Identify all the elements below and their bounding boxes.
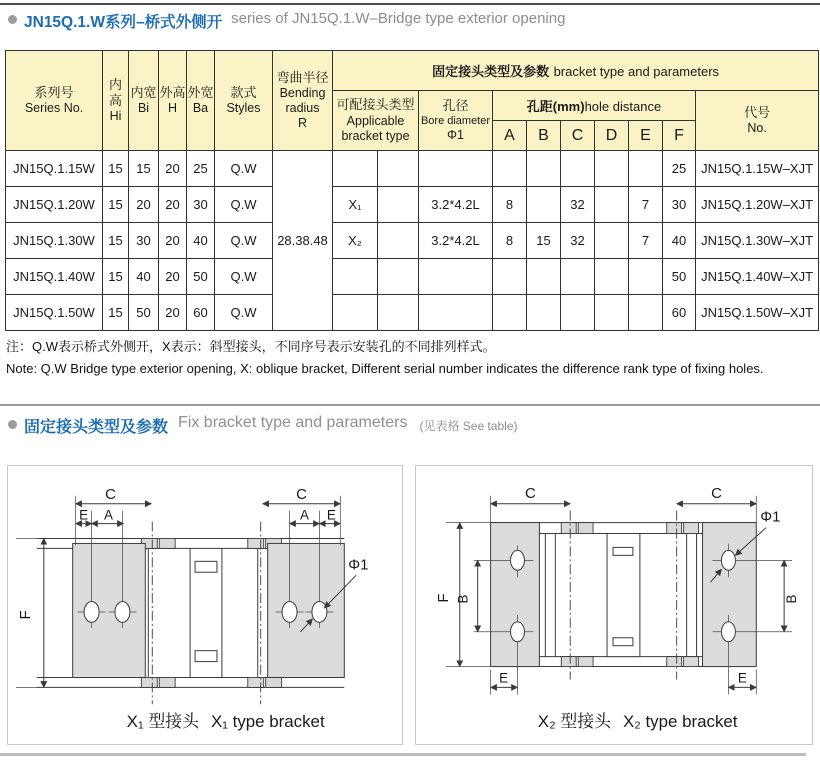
bottom-rule [0,753,806,756]
cell-bi: 15 [129,151,159,187]
cell-f: 25 [663,151,696,187]
dim-label-c: C [296,486,307,503]
cell-hi: 15 [103,259,129,295]
cell-e: 7 [629,223,663,259]
x1-bracket-diagram [8,466,402,744]
dim-label-c: C [525,485,536,502]
cell-a [493,151,527,187]
x2-caption-en: X₂ type bracket [622,712,738,732]
header-bi: 内宽 Bi [129,51,159,151]
dim-label-e: E [79,507,89,523]
cell-e: 7 [629,187,663,223]
cell-hi: 15 [103,187,129,223]
header-hole-distance: 孔距(mm)hole distance [493,91,696,121]
cell-e [629,151,663,187]
cell-b: 15 [527,223,561,259]
bullet-icon [8,420,17,429]
cell-hi: 15 [103,223,129,259]
dim-label-phi: Φ1 [760,509,781,526]
header-hole-c: C [561,121,595,151]
table-row [6,223,819,259]
x2-bracket-diagram-box [415,465,813,745]
cell-bracket: X₁ [333,187,378,223]
cell-ba: 25 [187,151,215,187]
cell-c: 32 [561,187,595,223]
cell-f: 30 [663,187,696,223]
section-hint: (见表格 See table) [419,419,518,433]
bullet-icon [8,15,17,24]
x1-bracket-diagram-box [7,465,403,745]
header-hole-a: A [493,121,527,151]
x1-caption-zh: X₁ 型接头 [126,712,200,732]
cell-series: JN15Q.1.40W [6,259,103,295]
cell-e [629,295,663,331]
dim-label-f: F [435,593,452,603]
cell-bore [419,151,493,187]
cell-a [493,295,527,331]
header-applicable: 可配接头类型 Applicable bracket type [333,91,419,151]
cell-style: Q.W [215,151,273,187]
cell-a: 8 [493,187,527,223]
cell-bracket [333,151,378,187]
cell-series: JN15Q.1.30W [6,223,103,259]
cell-b [527,151,561,187]
cell-e [629,259,663,295]
cell-bore [419,295,493,331]
dim-label-c: C [711,485,722,502]
header-series: 系列号 Series No. [6,51,103,151]
cell-bi: 50 [129,295,159,331]
header-hole-d: D [595,121,629,151]
cell-h: 20 [159,151,187,187]
cell-ba: 50 [187,259,215,295]
cell-code: JN15Q.1.15W–XJT [696,151,819,187]
dim-label-e: E [499,670,509,686]
cell-code: JN15Q.1.50W–XJT [696,295,819,331]
header-styles: 款式 Styles [215,51,273,151]
cell-bore [419,259,493,295]
cell-bracket2 [378,151,419,187]
header-hole-b: B [527,121,561,151]
cell-d [595,259,629,295]
table-row [6,259,819,295]
x1-caption-en: X₁ type bracket [210,712,325,732]
x2-caption-zh: X₂ 型接头 [537,712,612,732]
cell-f: 50 [663,259,696,295]
cell-d [595,223,629,259]
cell-bracket [333,259,378,295]
cell-c [561,259,595,295]
cell-bracket: X₂ [333,223,378,259]
header-ba: 外宽 Ba [187,51,215,151]
dim-label-c: C [105,486,116,503]
cell-c [561,295,595,331]
cell-style: Q.W [215,187,273,223]
cell-a: 8 [493,223,527,259]
top-rule [0,3,820,5]
section-title-en: Fix bracket type and parameters [178,414,408,431]
dim-label-b: B [784,594,800,604]
cell-f: 60 [663,295,696,331]
dim-label-e: E [326,507,336,523]
section-title-zh: 固定接头类型及参数 [24,419,169,436]
cell-code: JN15Q.1.30W–XJT [696,223,819,259]
dim-label-f: F [17,610,34,620]
cell-a [493,259,527,295]
cell-style: Q.W [215,295,273,331]
cell-c: 32 [561,223,595,259]
cell-b [527,187,561,223]
cell-style: Q.W [215,259,273,295]
cell-h: 20 [159,187,187,223]
dim-label-a: A [104,507,113,523]
dim-label-e: E [737,670,747,686]
mid-rule [0,404,820,406]
cell-f: 40 [663,223,696,259]
header-radius: 弯曲半径 Bending radius R [273,51,333,151]
cell-code: JN15Q.1.40W–XJT [696,259,819,295]
page-title [8,10,565,32]
header-h: 外高 H [159,51,187,151]
header-bore: 孔径 Bore diameter Φ1 [419,91,493,151]
cell-series: JN15Q.1.20W [6,187,103,223]
page-title-en: series of JN15Q.1.W–Bridge type exterior opening [231,10,566,27]
table-row [6,151,819,187]
cell-h: 20 [159,223,187,259]
x2-bracket-diagram [416,466,812,744]
header-bracket-group: 固定接头类型及参数 bracket type and parameters [333,51,819,91]
dim-label-phi: Φ1 [348,557,369,574]
cell-bracket2 [378,187,419,223]
cell-code: JN15Q.1.20W–XJT [696,187,819,223]
cell-bracket2 [378,295,419,331]
cell-bore: 3.2*4.2L [419,223,493,259]
cell-ba: 30 [187,187,215,223]
table-row [6,295,819,331]
dim-label-a: A [300,507,309,523]
cell-series: JN15Q.1.15W [6,151,103,187]
cell-h: 20 [159,295,187,331]
cell-ba: 60 [187,295,215,331]
cell-hi: 15 [103,295,129,331]
cell-d [595,151,629,187]
cell-bi: 20 [129,187,159,223]
cell-bracket2 [378,259,419,295]
spec-table [5,50,819,331]
header-hole-e: E [629,121,663,151]
cell-bi: 40 [129,259,159,295]
page-title-zh: JN15Q.1.W系列–桥式外侧开 [24,14,223,31]
table-row [6,187,819,223]
cell-ba: 40 [187,223,215,259]
cell-bracket2 [378,223,419,259]
cell-c [561,151,595,187]
cell-d [595,187,629,223]
cell-radius-merged: 28.38.48 [273,151,333,331]
cell-bracket [333,295,378,331]
cell-h: 20 [159,259,187,295]
header-code: 代号 No. [696,91,819,151]
cell-b [527,295,561,331]
note-en: Note: Q.W Bridge type exterior opening, X: oblique bracket, Different serial number indicates the difference rank type of fixing holes. [6,361,764,376]
cell-series: JN15Q.1.50W [6,295,103,331]
section-heading [8,414,518,437]
cell-bore: 3.2*4.2L [419,187,493,223]
header-hi: 内高 Hi [103,51,129,151]
cell-d [595,295,629,331]
dim-label-b: B [455,594,471,604]
note-zh: 注：Q.W表示桥式外侧开，X表示：斜型接头，不同序号表示安装孔的不同排列样式。 [6,339,496,354]
cell-style: Q.W [215,223,273,259]
table-notes [6,336,764,380]
header-hole-f: F [663,121,696,151]
cell-bi: 30 [129,223,159,259]
cell-hi: 15 [103,151,129,187]
cell-b [527,259,561,295]
